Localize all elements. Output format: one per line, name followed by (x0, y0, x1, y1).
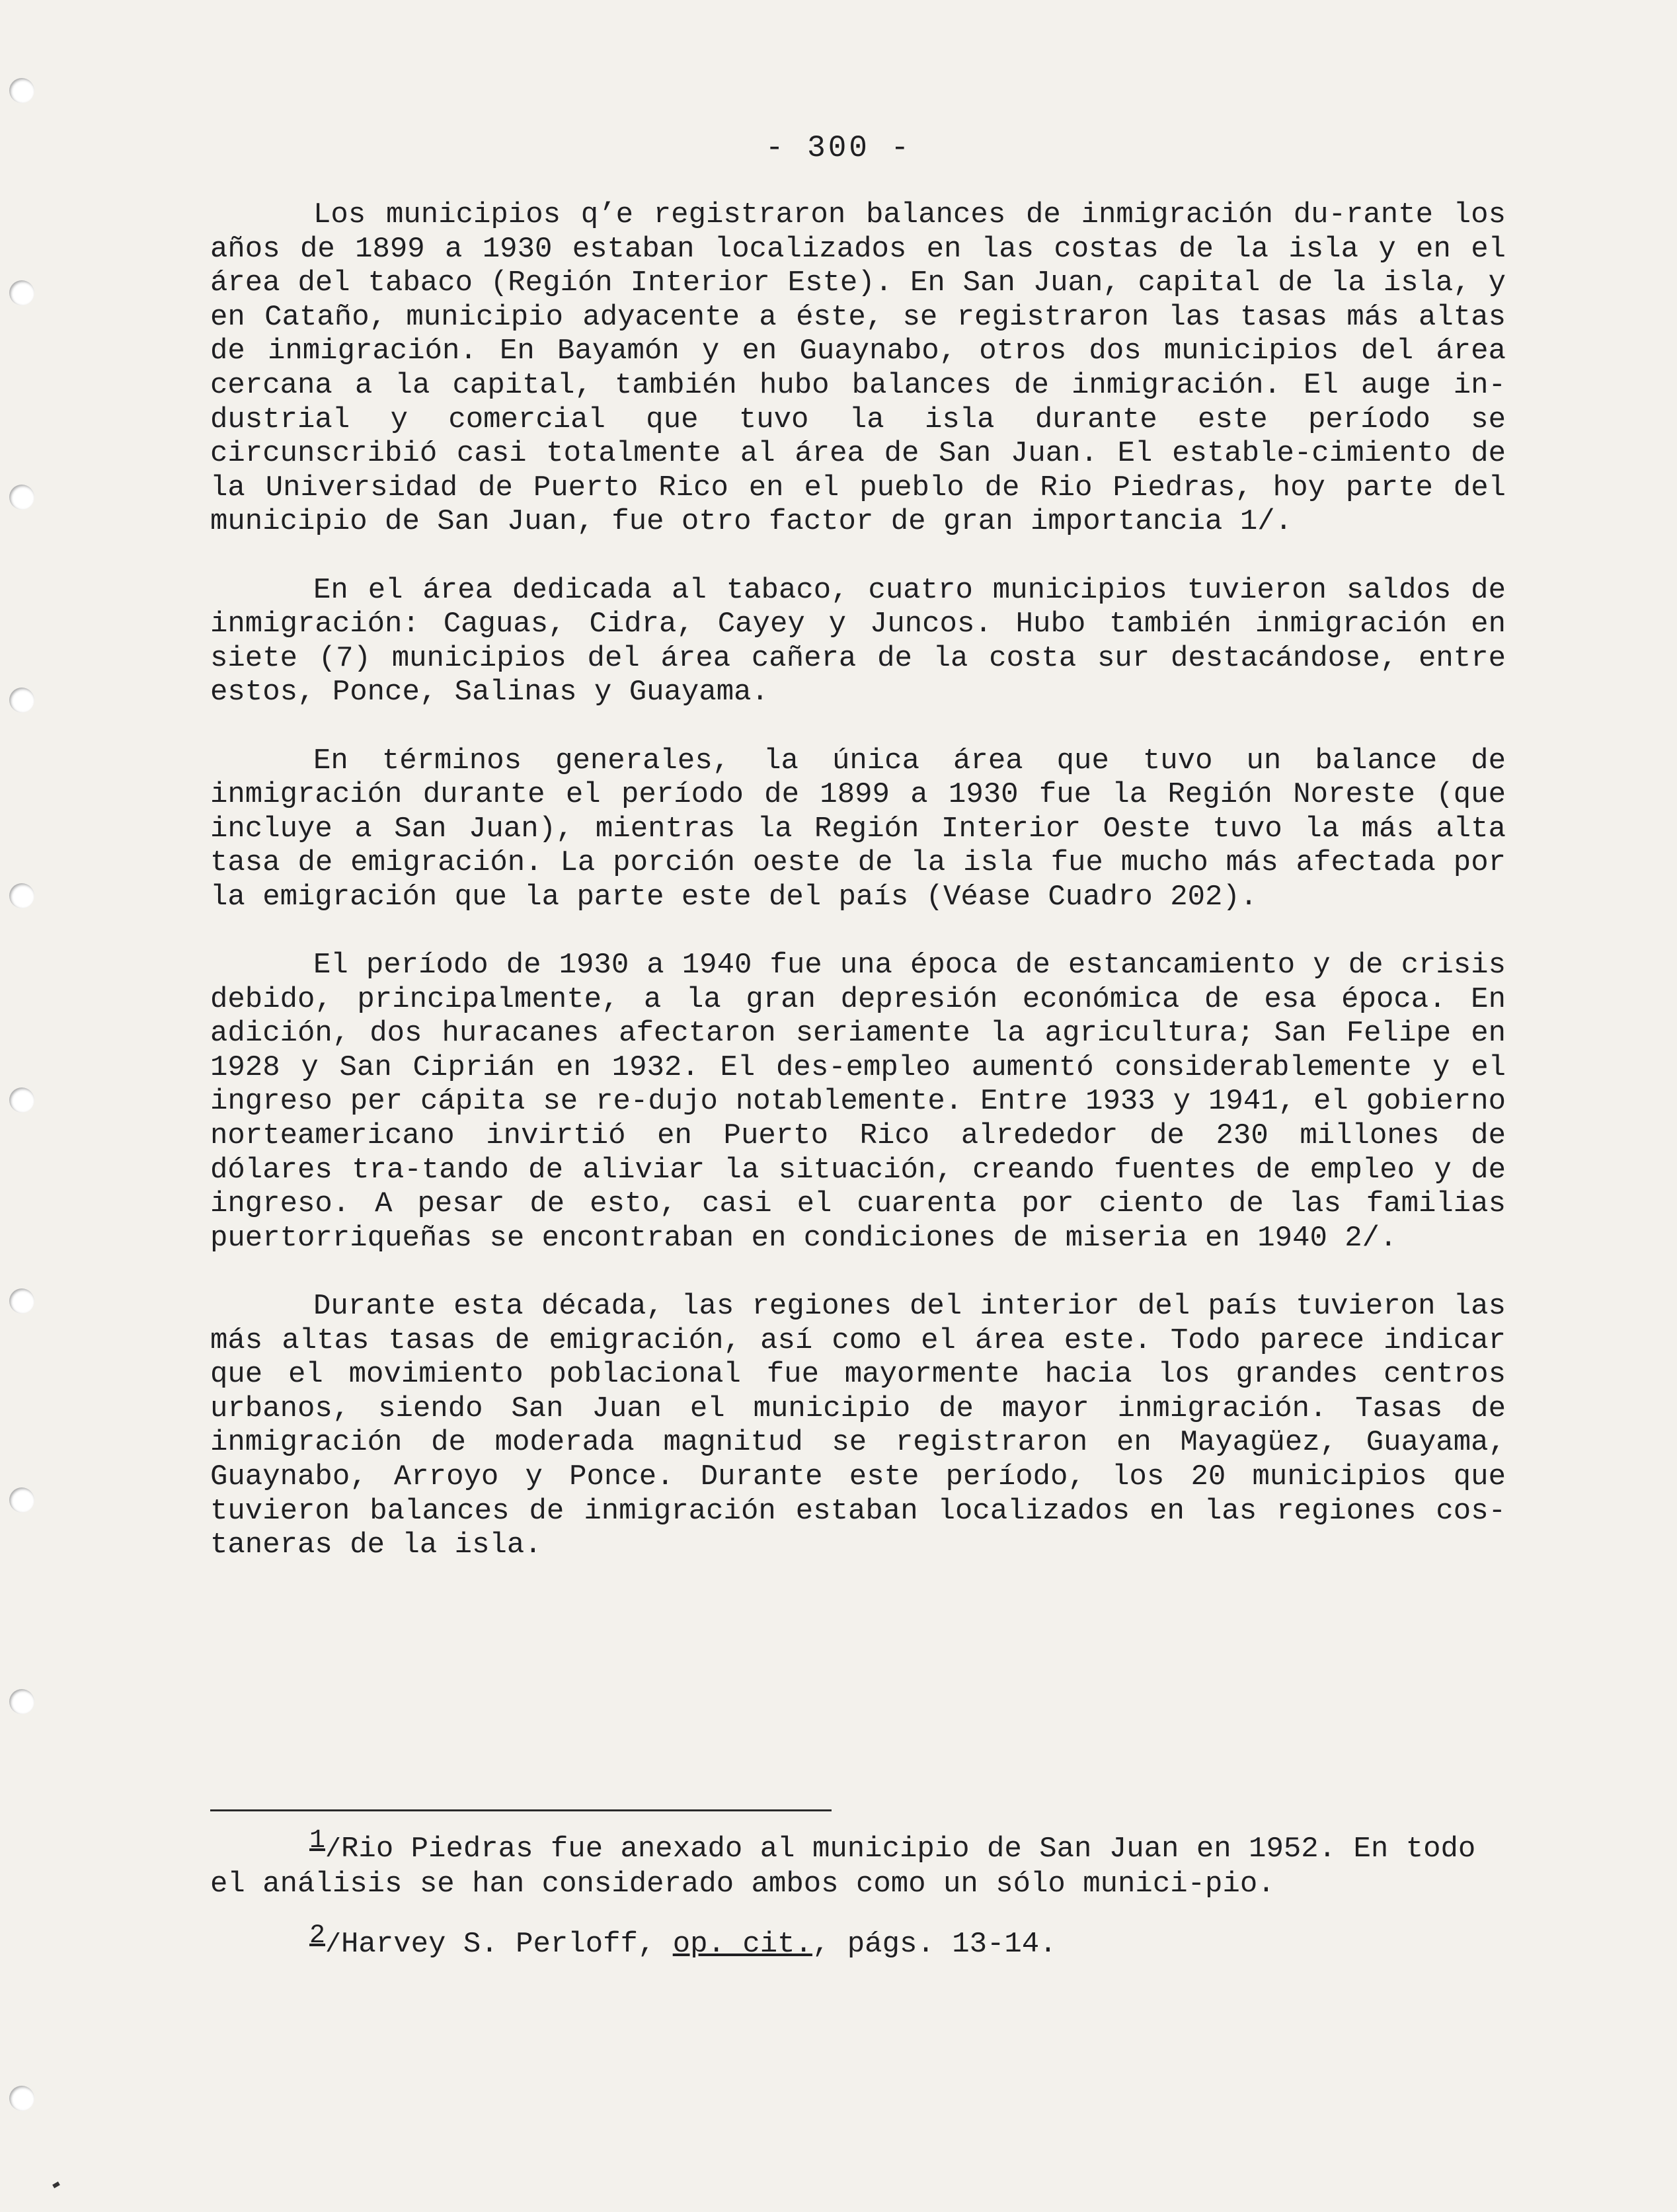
binder-hole (9, 78, 34, 103)
body-text (210, 198, 1506, 1597)
footnote-marker: 2/ (309, 1921, 342, 1961)
footnote-text: Rio Piedras fue anexado al municipio de San Juan en 1952. En todo el análisis se han considerado ambos como un sólo munici-pio. (210, 1833, 1476, 1901)
paragraph: El período de 1930 a 1940 fue una época de estancamiento y de crisis debido, principalmente, a la gran depresión económica de esa época. En adición, dos huracanes afectaron seriamente la agricultura; San Felipe en 1928 y San Ciprián en 1932. El des-empleo aumentó considerablemente y el ingreso per cápita se re-dujo notablemente. Entre 1933 y 1941, el gobierno norteamericano invirtió en Puerto Rico alrededor de 230 millones de dólares tra-tando de aliviar la situación, creando fuentes de empleo y de ingreso. A pesar de esto, casi el cuarenta por ciento de las familias puertorriqueñas se encontraban en condiciones de miseria en 1940 2/. (210, 949, 1506, 1255)
footnote-text: Harvey S. Perloff, (341, 1928, 673, 1961)
paragraph: Durante esta década, las regiones del interior del país tuvieron las más altas tasas de emigración, así como el área este. Todo parece indicar que el movimiento poblacional fue mayormente hacia los grandes centros urbanos, siendo San Juan el municipio de mayor inmigración. Tasas de inmigración de moderada magnitud se registraron en Mayagüez, Guayama, Guaynabo, Arroyo y Ponce. Durante este período, los 20 municipios que tuvieron balances de inmigración estaban localizados en las regiones cos-taneras de la isla. (210, 1290, 1506, 1562)
binder-hole (9, 485, 34, 510)
paragraph: En el área dedicada al tabaco, cuatro municipios tuvieron saldos de inmigración: Caguas, Cidra, Cayey y Juncos. Hubo también inmigración en siete (7) municipios del área cañera de la costa sur destacándose, entre estos, Ponce, Salinas y Guayama. (210, 573, 1506, 709)
footnote-marker: 1/ (309, 1826, 342, 1865)
footnote-number: 2 (309, 1921, 326, 1952)
binder-hole (9, 2086, 34, 2111)
binder-hole (9, 883, 34, 908)
binder-hole (9, 1689, 34, 1714)
binder-hole (9, 280, 34, 305)
page-number: - 300 - (765, 131, 912, 165)
binder-hole (9, 1087, 34, 1113)
footnote-divider (210, 1809, 832, 1811)
binder-hole (9, 1487, 34, 1513)
footnote-number: 1 (309, 1826, 326, 1856)
footnote-text-tail: , págs. 13-14. (812, 1928, 1057, 1961)
citation-abbreviation: op. cit. (672, 1928, 812, 1961)
binder-hole (9, 1288, 34, 1314)
paragraph: Los municipios q’e registraron balances de inmigración du-rante los años de 1899 a 1930 estaban localizados en las costas de la isla y en el área del tabaco (Región Interior Este). En San Juan, capital de la isla, y en Cataño, municipio adyacente a éste, se registraron las tasas más altas de inmigración. En Bayamón y en Guaynabo, otros dos municipios del área cercana a la capital, también hubo balances de inmigración. El auge in-dustrial y comercial que tuvo la isla durante este período se circunscribió casi totalmente al área de San Juan. El estable-cimiento de la Universidad de Puerto Rico en el pueblo de Rio Piedras, hoy parte del municipio de San Juan, fue otro factor de gran importancia 1/. (210, 198, 1506, 539)
footnote-2 (210, 1921, 1506, 1963)
stray-mark (52, 2182, 60, 2188)
binder-hole (9, 688, 34, 713)
footnotes (210, 1826, 1506, 1989)
paragraph: En términos generales, la única área que tuvo un balance de inmigración durante el período de 1899 a 1930 fue la Región Noreste (que incluye a San Juan), mientras la Región Interior Oeste tuvo la más alta tasa de emigración. La porción oeste de la isla fue mucho más afectada por la emigración que la parte este del país (Véase Cuadro 202). (210, 744, 1506, 914)
footnote-1 (210, 1826, 1506, 1901)
